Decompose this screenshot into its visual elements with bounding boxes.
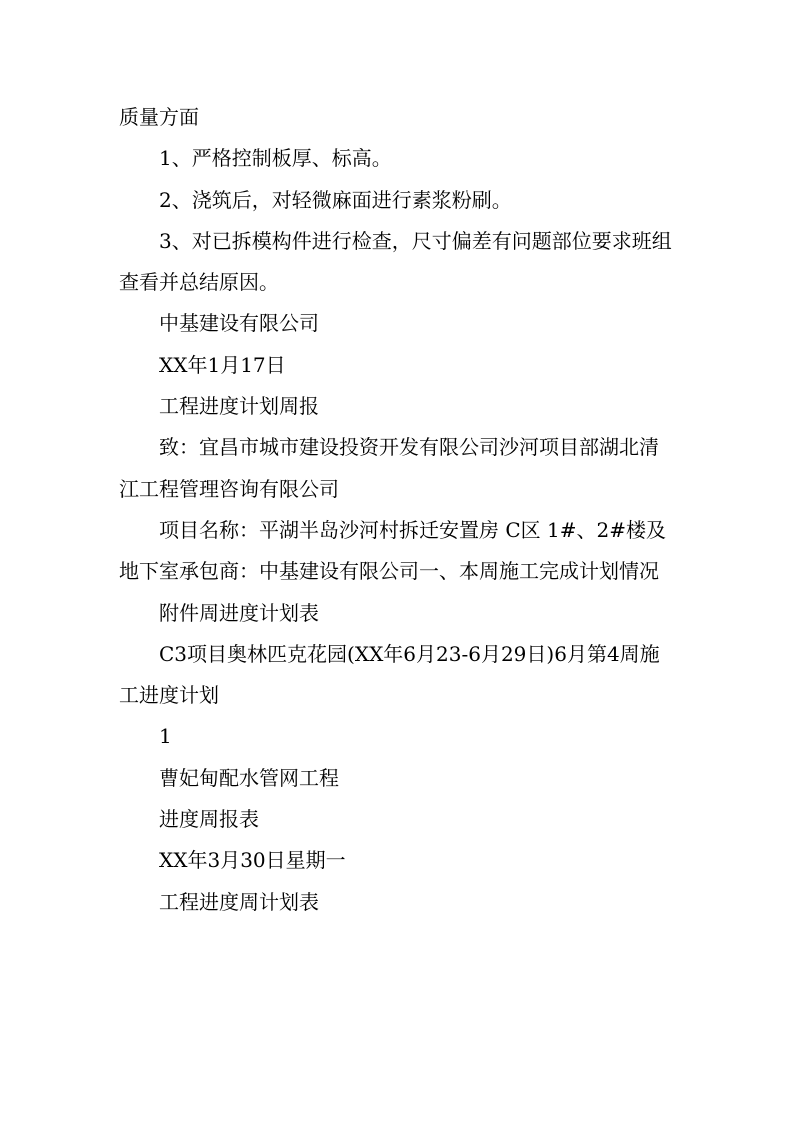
- list-item: 3、对已拆模构件进行检查，尺寸偏差有问题部位要求班组查看并总结原因。: [119, 228, 672, 295]
- project-name-line: 项目名称：平湖半岛沙河村拆迁安置房 C区 1#、2#楼及地下室承包商：中基建设有限公司一、本周施工完成计划情况: [119, 517, 666, 584]
- project-schedule-line: C3项目奥林匹克花园(XX年6月23-6月29日)6月第4周施工进度计划: [119, 641, 660, 708]
- company-name: 中基建设有限公司: [159, 311, 319, 336]
- list-item: 1、严格控制板厚、标高。: [159, 146, 392, 171]
- date-weekday-line: XX年3月30日星期一: [159, 848, 346, 873]
- date-line: XX年1月17日: [159, 352, 286, 377]
- section-heading: 质量方面: [119, 105, 199, 129]
- report-title: 工程进度计划周报: [159, 394, 319, 419]
- plan-table-title: 工程进度周计划表: [159, 889, 319, 914]
- report-table-title: 进度周报表: [159, 807, 259, 832]
- number-line: 1: [159, 724, 172, 749]
- project-title-line: 曹妃甸配水管网工程: [159, 765, 339, 790]
- attachment-line: 附件周进度计划表: [159, 600, 319, 625]
- document-body: [119, 97, 674, 923]
- list-item: 2、浇筑后，对轻微麻面进行素浆粉刷。: [159, 187, 512, 212]
- recipient-line: 致：宜昌市城市建设投资开发有限公司沙河项目部湖北清江工程管理咨询有限公司: [119, 435, 659, 501]
